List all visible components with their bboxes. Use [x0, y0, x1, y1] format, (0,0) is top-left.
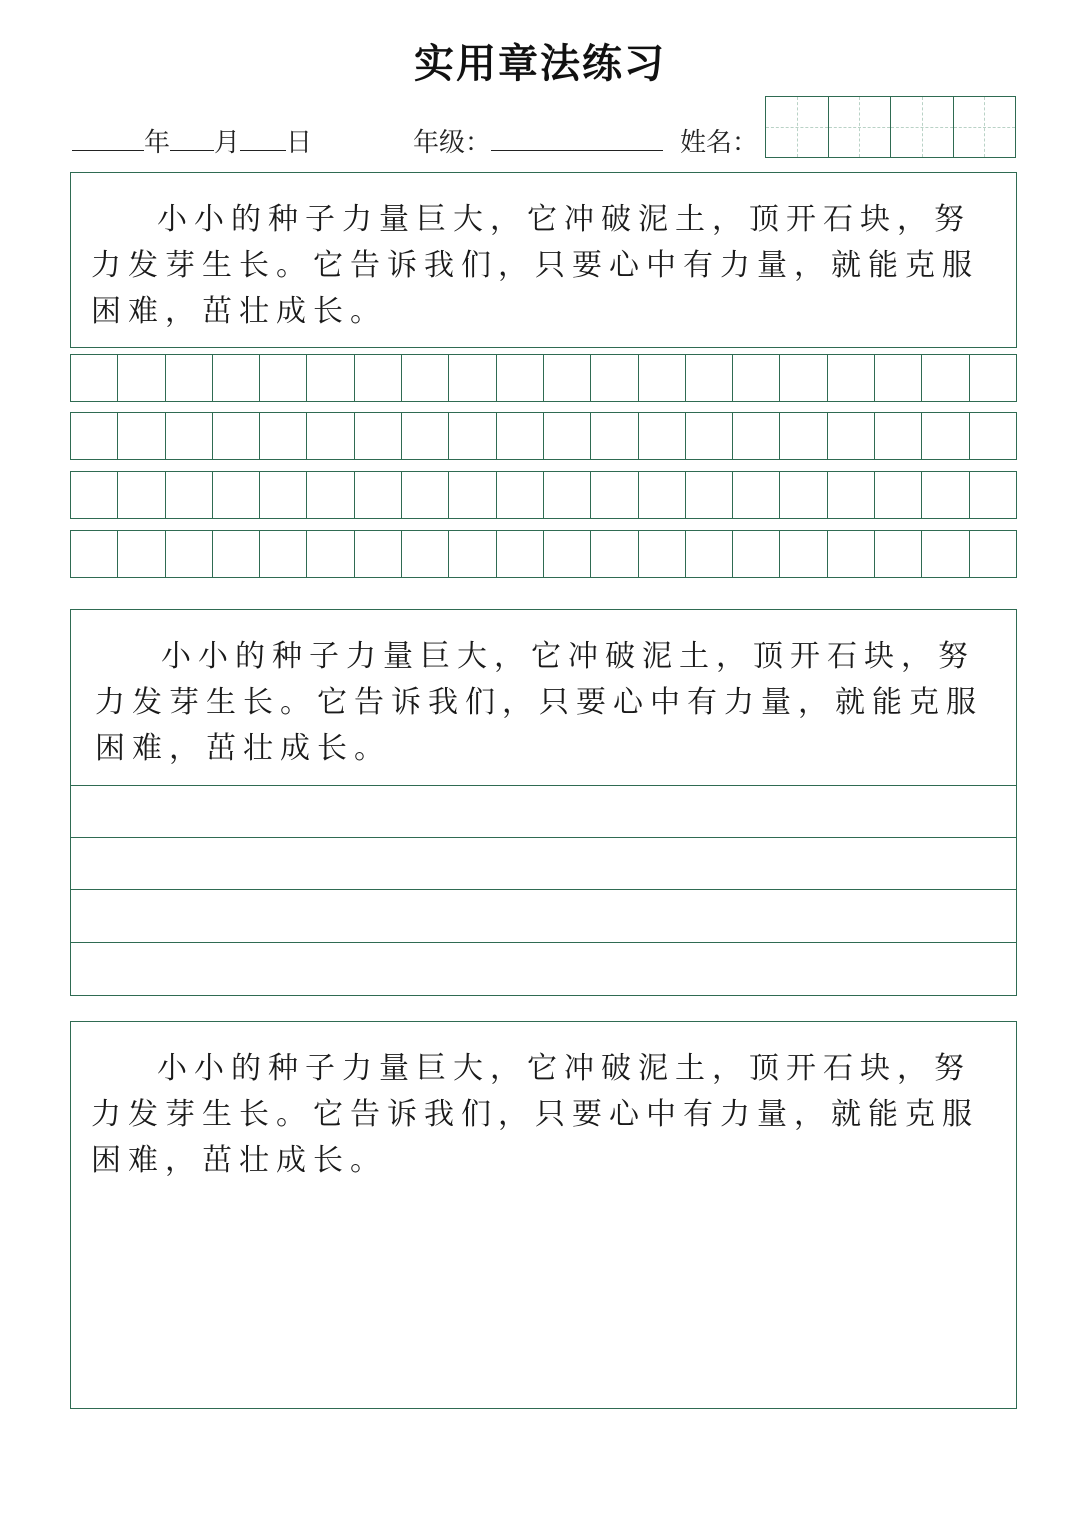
grid-cell[interactable]: [922, 472, 969, 518]
grid-cell[interactable]: [213, 355, 260, 401]
grid-cell[interactable]: [355, 413, 402, 459]
grid-cell[interactable]: [166, 413, 213, 459]
grid-cell[interactable]: [118, 472, 165, 518]
grid-cell[interactable]: [260, 531, 307, 577]
day-label: 日: [286, 128, 313, 158]
ruled-line[interactable]: [70, 785, 1017, 786]
name-cell[interactable]: [891, 97, 954, 157]
grid-cell[interactable]: [497, 531, 544, 577]
grid-cell[interactable]: [402, 413, 449, 459]
grid-cell[interactable]: [307, 472, 354, 518]
year-blank[interactable]: [72, 124, 144, 151]
name-label: 姓名：: [680, 128, 759, 158]
grid-cell[interactable]: [497, 472, 544, 518]
passage-text-3: 小小的种子力量巨大，它冲破泥土，顶开石块，努力发芽生长。它告诉我们，只要心中有力量，就能克服困难，茁壮成长。: [91, 1051, 979, 1178]
grid-cell[interactable]: [591, 413, 638, 459]
grid-cell[interactable]: [970, 472, 1016, 518]
date-field[interactable]: [72, 122, 312, 159]
grid-cell[interactable]: [71, 413, 118, 459]
grid-cell[interactable]: [922, 531, 969, 577]
grid-cell[interactable]: [639, 413, 686, 459]
grid-cell[interactable]: [686, 531, 733, 577]
grid-cell[interactable]: [922, 355, 969, 401]
year-label: 年: [144, 128, 171, 158]
grid-cell[interactable]: [449, 355, 496, 401]
grid-cell[interactable]: [71, 472, 118, 518]
grid-cell[interactable]: [71, 355, 118, 401]
grid-cell[interactable]: [591, 355, 638, 401]
grid-cell[interactable]: [307, 413, 354, 459]
grid-cell[interactable]: [828, 355, 875, 401]
grid-cell[interactable]: [639, 531, 686, 577]
month-label: 月: [214, 128, 241, 158]
grid-cell[interactable]: [544, 531, 591, 577]
passage-box-2: [70, 609, 1017, 996]
grade-label: 年级：: [413, 128, 492, 158]
grid-cell[interactable]: [875, 413, 922, 459]
grid-cell[interactable]: [875, 472, 922, 518]
name-cell[interactable]: [954, 97, 1016, 157]
month-blank[interactable]: [170, 124, 214, 151]
grid-cell[interactable]: [118, 355, 165, 401]
grid-cell[interactable]: [733, 531, 780, 577]
grid-cell[interactable]: [402, 531, 449, 577]
grid-cell[interactable]: [922, 413, 969, 459]
grid-cell[interactable]: [213, 472, 260, 518]
grid-cell[interactable]: [213, 531, 260, 577]
passage-text-2: 小小的种子力量巨大，它冲破泥土，顶开石块，努力发芽生长。它告诉我们，只要心中有力量，就能克服困难，茁壮成长。: [95, 639, 983, 766]
grade-blank[interactable]: [491, 124, 663, 151]
grid-cell[interactable]: [591, 531, 638, 577]
grid-cell[interactable]: [780, 531, 827, 577]
grid-cell[interactable]: [780, 355, 827, 401]
grid-cell[interactable]: [544, 355, 591, 401]
grid-cell[interactable]: [260, 472, 307, 518]
passage-box-3[interactable]: [70, 1021, 1017, 1409]
grid-row: [70, 412, 1017, 460]
grid-cell[interactable]: [166, 472, 213, 518]
grid-cell[interactable]: [828, 472, 875, 518]
grid-cell[interactable]: [118, 413, 165, 459]
grid-cell[interactable]: [780, 413, 827, 459]
grid-cell[interactable]: [733, 413, 780, 459]
day-blank[interactable]: [240, 124, 286, 151]
grid-row: [70, 530, 1017, 578]
grid-cell[interactable]: [449, 472, 496, 518]
page-title: 实用章法练习: [414, 41, 666, 87]
passage-text-1: 小小的种子力量巨大，它冲破泥土，顶开石块，努力发芽生长。它告诉我们，只要心中有力量，就能克服困难，茁壮成长。: [91, 202, 979, 329]
grid-cell[interactable]: [497, 413, 544, 459]
grid-cell[interactable]: [166, 355, 213, 401]
grid-cell[interactable]: [828, 413, 875, 459]
grid-cell[interactable]: [686, 472, 733, 518]
grid-cell[interactable]: [639, 355, 686, 401]
grid-cell[interactable]: [733, 355, 780, 401]
grid-cell[interactable]: [875, 355, 922, 401]
grid-cell[interactable]: [875, 531, 922, 577]
grid-cell[interactable]: [213, 413, 260, 459]
grid-cell[interactable]: [686, 355, 733, 401]
grid-cell[interactable]: [449, 531, 496, 577]
ruled-line[interactable]: [70, 889, 1017, 890]
grid-cell[interactable]: [686, 413, 733, 459]
grid-cell[interactable]: [355, 355, 402, 401]
grid-cell[interactable]: [970, 531, 1016, 577]
ruled-line[interactable]: [70, 837, 1017, 838]
grid-cell[interactable]: [307, 531, 354, 577]
grid-cell[interactable]: [402, 355, 449, 401]
name-writing-grid[interactable]: [765, 96, 1016, 158]
name-cell[interactable]: [829, 97, 892, 157]
grid-cell[interactable]: [402, 472, 449, 518]
grid-cell[interactable]: [166, 531, 213, 577]
grid-cell[interactable]: [733, 472, 780, 518]
grid-cell[interactable]: [260, 355, 307, 401]
grid-cell[interactable]: [970, 355, 1016, 401]
grid-cell[interactable]: [544, 472, 591, 518]
grid-row: [70, 471, 1017, 519]
grid-cell[interactable]: [355, 531, 402, 577]
grid-cell[interactable]: [970, 413, 1016, 459]
name-cell[interactable]: [766, 97, 829, 157]
grade-field[interactable]: [413, 122, 663, 159]
grid-cell[interactable]: [639, 472, 686, 518]
grid-cell[interactable]: [355, 472, 402, 518]
grid-cell[interactable]: [497, 355, 544, 401]
ruled-line[interactable]: [70, 942, 1017, 943]
grid-cell[interactable]: [780, 472, 827, 518]
grid-cell[interactable]: [828, 531, 875, 577]
grid-cell[interactable]: [544, 413, 591, 459]
grid-cell[interactable]: [307, 355, 354, 401]
grid-cell[interactable]: [591, 472, 638, 518]
passage-box-1: [70, 172, 1017, 348]
grid-cell[interactable]: [118, 531, 165, 577]
grid-cell[interactable]: [449, 413, 496, 459]
grid-cell[interactable]: [71, 531, 118, 577]
grid-row: [70, 354, 1017, 402]
grid-cell[interactable]: [260, 413, 307, 459]
